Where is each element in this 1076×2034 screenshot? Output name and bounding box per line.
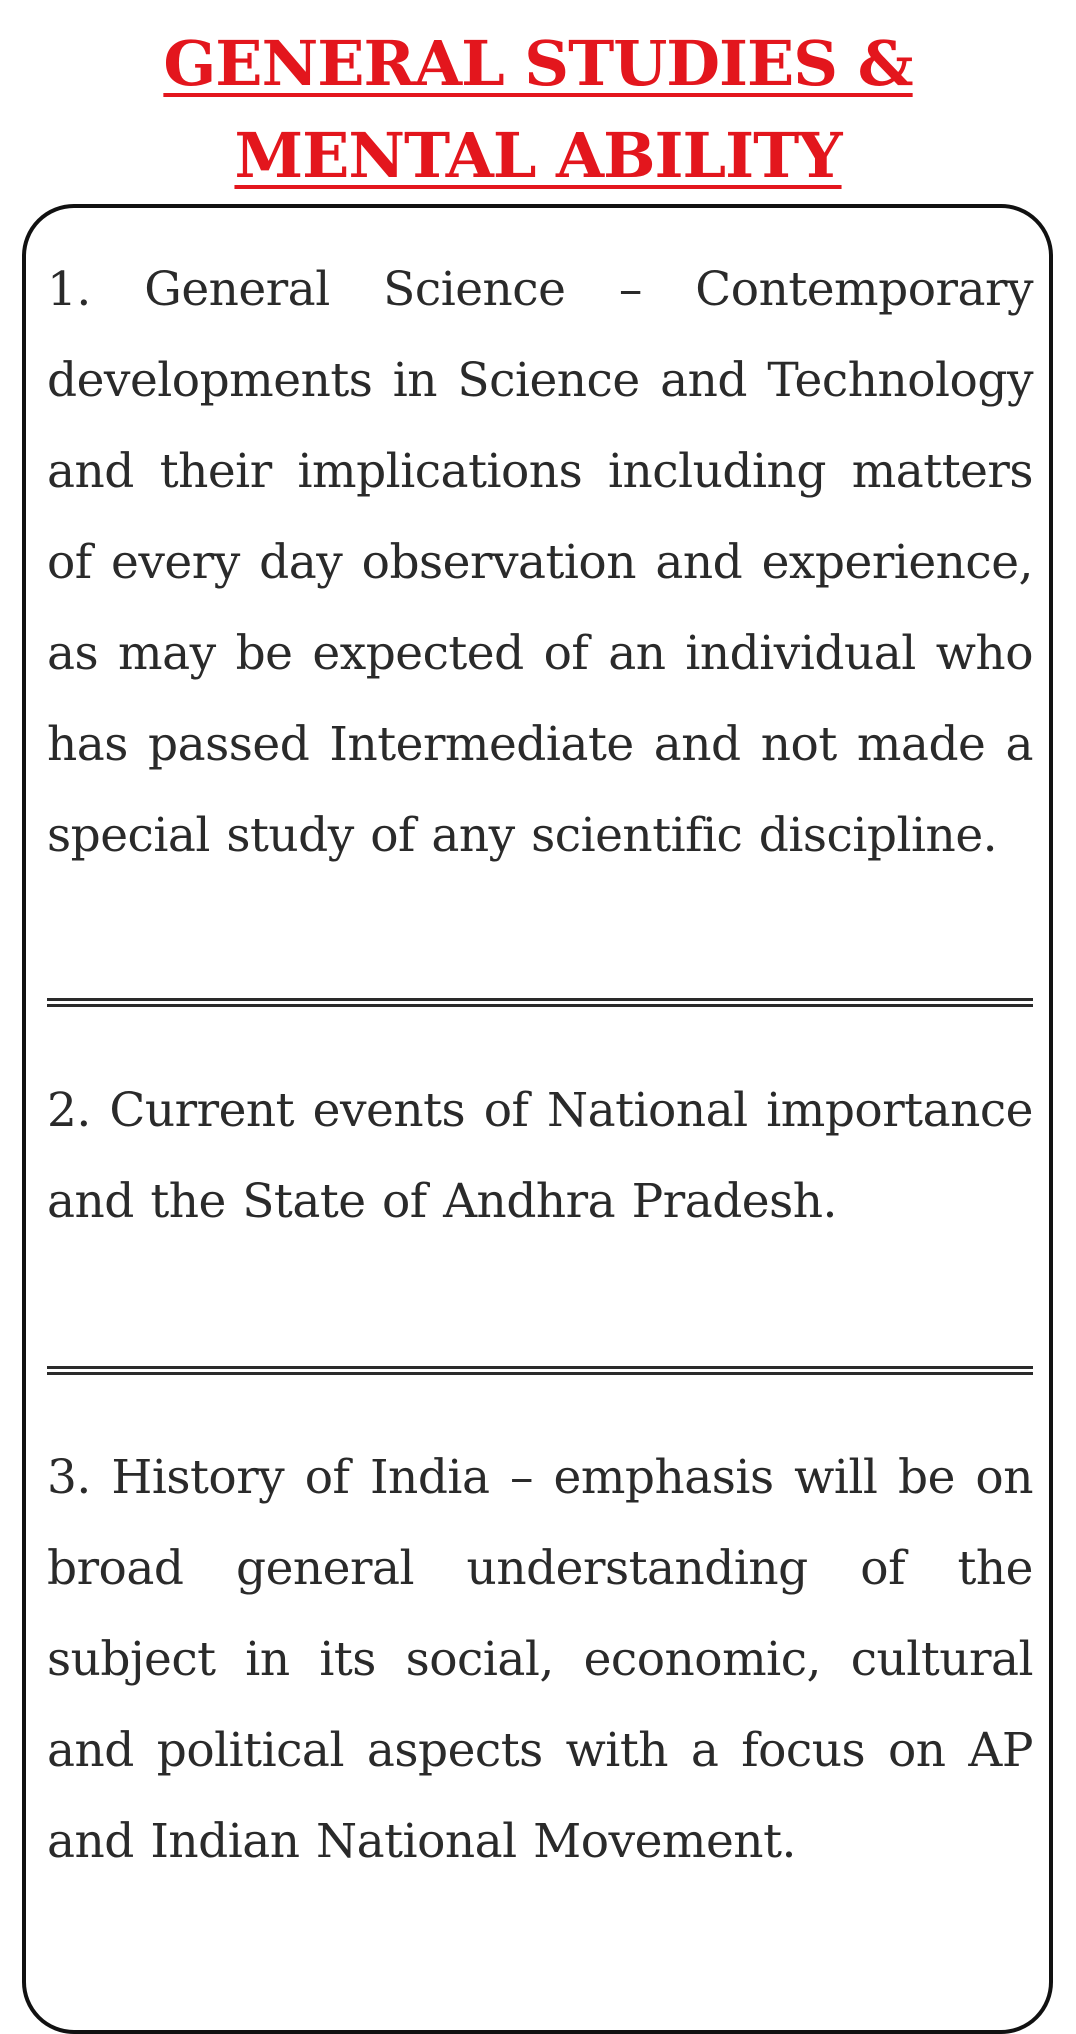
double-rule-divider — [47, 998, 1033, 1007]
syllabus-item: 3. History of India – emphasis will be on broad general understanding of the subject in its social, economic, cultural and political aspects with a focus on AP and Indian National Movement. — [47, 1450, 1033, 1869]
double-rule-divider — [47, 1366, 1033, 1375]
syllabus-item: 2. Current events of National importance and the State of Andhra Pradesh. — [47, 1083, 1033, 1229]
page-title: GENERAL STUDIES & MENTAL ABILITY — [163, 27, 913, 192]
syllabus-item: 1. General Science – Contemporary developments in Science and Technology and their implications including matters of every day observation and experience, as may be expected of an individual who has passed Intermediate and not made a special study of any scientific discipline. — [47, 262, 1033, 863]
